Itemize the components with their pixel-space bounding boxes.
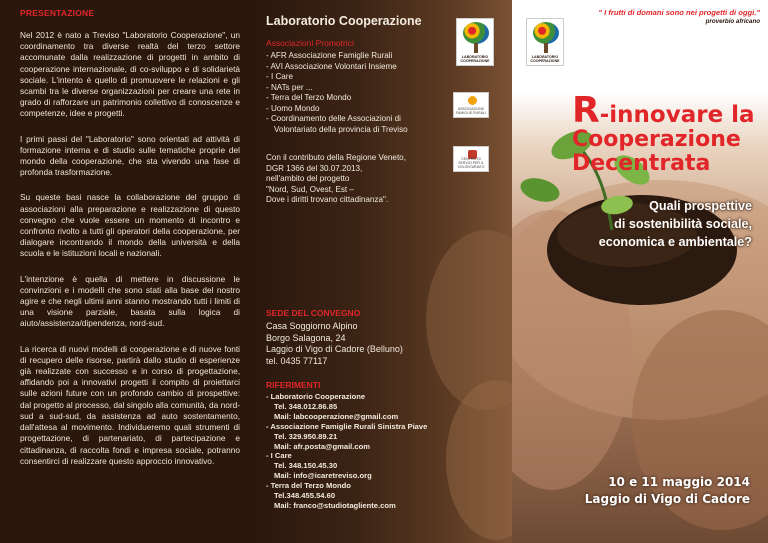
quote-source: proverbio africano	[705, 18, 760, 25]
contribution-line: DGR 1366 del 30.07.2013,	[266, 163, 363, 173]
list-item: - AFR Associazione Famiglie Rurali	[266, 51, 393, 60]
lab-cooperazione-logo	[526, 18, 564, 66]
contact-line: Mail: info@icaretreviso.org	[274, 471, 372, 481]
contact-line: - Associazione Famiglie Rurali Sinistra Piave	[266, 421, 428, 431]
csv-logo	[453, 146, 489, 172]
contact-line: - Terra del Terzo Mondo	[266, 481, 351, 491]
quote-text: " I frutti di domani sono nei progetti di oggi."	[598, 8, 760, 17]
sun-icon	[468, 96, 477, 105]
contact-line: - I Care	[266, 451, 292, 461]
presentation-paragraph: Nel 2012 è nato a Treviso "Laboratorio Cooperazione", un coordinamento tra diverse realtà del terzo settore accomunate dalla realizzazione di progetti in ambito di cooperazione internazionale, di co-sviluppo e di solidarietà sociale. L'intento è quello di promuovere le relazioni e gli scambi tra le diverse organizzazioni per creare una rete in grado di rafforzare un patrimonio collettivo di conoscenze e competenze, idee e progetti.	[20, 30, 240, 119]
contacts-title: RIFERIMENTI	[266, 380, 321, 390]
list-item: - Coordinamento delle Associazioni di	[266, 114, 401, 123]
list-item: - AVI Associazione Volontari Insieme	[266, 61, 397, 71]
event-title-line-3: Decentrata	[572, 151, 711, 176]
venue-title: SEDE DEL CONVEGNO	[266, 308, 361, 318]
event-date: 10 e 11 maggio 2014	[608, 475, 750, 489]
logo-caption: LABORATORIO COOPERAZIONE	[460, 55, 490, 63]
event-title	[572, 90, 755, 176]
event-title-line-1	[572, 90, 755, 131]
logo-caption: LABORATORIO COOPERAZIONE	[530, 55, 560, 63]
list-item: - Terra del Terzo Mondo	[266, 93, 352, 102]
contact-line: Mail: afr.posta@gmail.com	[274, 441, 371, 451]
contribution-line: nell'ambito del progetto	[266, 174, 350, 183]
list-item: - I Care	[266, 72, 293, 81]
hands-with-plant-illustration	[512, 0, 768, 543]
venue-line: Borgo Salagona, 24	[266, 332, 346, 343]
contact-line: Mail: labcooperazione@gmail.com	[274, 411, 399, 421]
venue-line: tel. 0435 77117	[266, 355, 328, 366]
presentation-paragraph: La ricerca di nuovi modelli di cooperazione e di nuove fonti di recupero delle risorse, partirà dallo studio di esperienze già realizzate con successo e in corso di progettazione, affidando poi a innovativi progetti il compito di proiettarci sulle azioni future con un profondo cambio di prospettive: dal progetto al processo, dal singolo alla comunità, da nord-sud a sud-sud, da assistenza ad auto sostentamento, dall'attesa al movimento. Individueremo quali strumenti di progettazione, di partenariato, di partecipazione e cittadinanza, di raccolta fondi e impresa sociale, potranno consentirci di realizzare questo approccio innovativo.	[20, 343, 240, 466]
cover-panel	[512, 0, 768, 543]
presentation-paragraph: I primi passi del "Laboratorio" sono orientati ad attività di formazione interna e di studio sulle tematiche proprie del mondo della cooperazione, che sta vivendo una fase di profonda trasformazione.	[20, 133, 240, 178]
contacts-section	[266, 380, 427, 511]
venue-line: Casa Soggiorno Alpino	[266, 321, 358, 331]
list-item: - Uomo Mondo	[266, 103, 320, 113]
logo-caption: ASSOCIAZIONE FAMIGLIE RURALI	[456, 107, 486, 115]
event-date-location	[585, 474, 750, 508]
presentation-panel	[0, 0, 256, 543]
tree-icon	[463, 22, 489, 44]
lab-cooperazione-logo	[456, 18, 494, 66]
title-rest: -innovare la	[599, 102, 755, 128]
associations-heading: Associazioni Promotrici	[266, 38, 354, 48]
venue-section	[266, 308, 403, 367]
contact-line: - Laboratorio Cooperazione	[266, 392, 366, 401]
presentation-title: PRESENTAZIONE	[20, 8, 95, 18]
list-item: Volontariato della provincia di Treviso	[274, 124, 408, 134]
contact-line: Tel. 348.150.45.30	[274, 461, 338, 471]
list-item: - NATs per ...	[266, 82, 313, 92]
subtitle-line: economica e ambientale?	[598, 235, 752, 249]
contribution-line: Dove i diritti trovano cittadinanza".	[266, 195, 389, 204]
lab-title: Laboratorio Cooperazione	[266, 14, 422, 28]
presentation-paragraph: Su queste basi nasce la collaborazione del gruppo di associazioni alla preparazione e realizzazione di questo convegno che vuole essere un momento di incontro e confronto rivolto a tutti gli operatori della cooperazione, per dialogare incontrando il mondo della università e della scuola e le istituzioni locali e nazionali.	[20, 192, 240, 259]
event-subtitle	[599, 197, 752, 251]
contact-line: Tel.348.455.54.60	[274, 491, 336, 501]
title-initial: R	[572, 90, 600, 131]
organizers-panel	[256, 0, 512, 543]
event-title-line-2: Cooperazione	[572, 127, 741, 152]
venue-line: Laggio di Vigo di Cadore (Belluno)	[266, 344, 403, 354]
famiglie-rurali-logo	[453, 92, 489, 118]
tree-icon	[533, 22, 559, 44]
event-location: Laggio di Vigo di Cadore	[584, 492, 750, 506]
subtitle-line: di sostenibilità sociale,	[614, 217, 752, 231]
contribution-line: "Nord, Sud, Ovest, Est –	[266, 184, 354, 194]
contribution-note	[266, 153, 441, 206]
contribution-line: Con il contributo della Regione Veneto,	[266, 153, 406, 162]
contact-line: Tel. 348.012.86.85	[274, 401, 338, 411]
contact-line: Tel. 329.950.89.21	[274, 431, 338, 441]
contact-line: Mail: franco@studiotagliente.com	[274, 500, 396, 510]
subtitle-line: Quali prospettive	[649, 199, 752, 213]
presentation-paragraph: L'intenzione è quella di mettere in discussione le convinzioni e i modelli che sono stati alla base del nostro agire e che negli ultimi anni stanno mostrando tutti i limiti di una visione parziale, basata sulla logica di aiuto/assistenza/dipendenza, nord-sud.	[20, 273, 240, 329]
logo-caption: CENTRO DI SERVIZI PER IL VOLONTARIATO	[457, 157, 485, 169]
